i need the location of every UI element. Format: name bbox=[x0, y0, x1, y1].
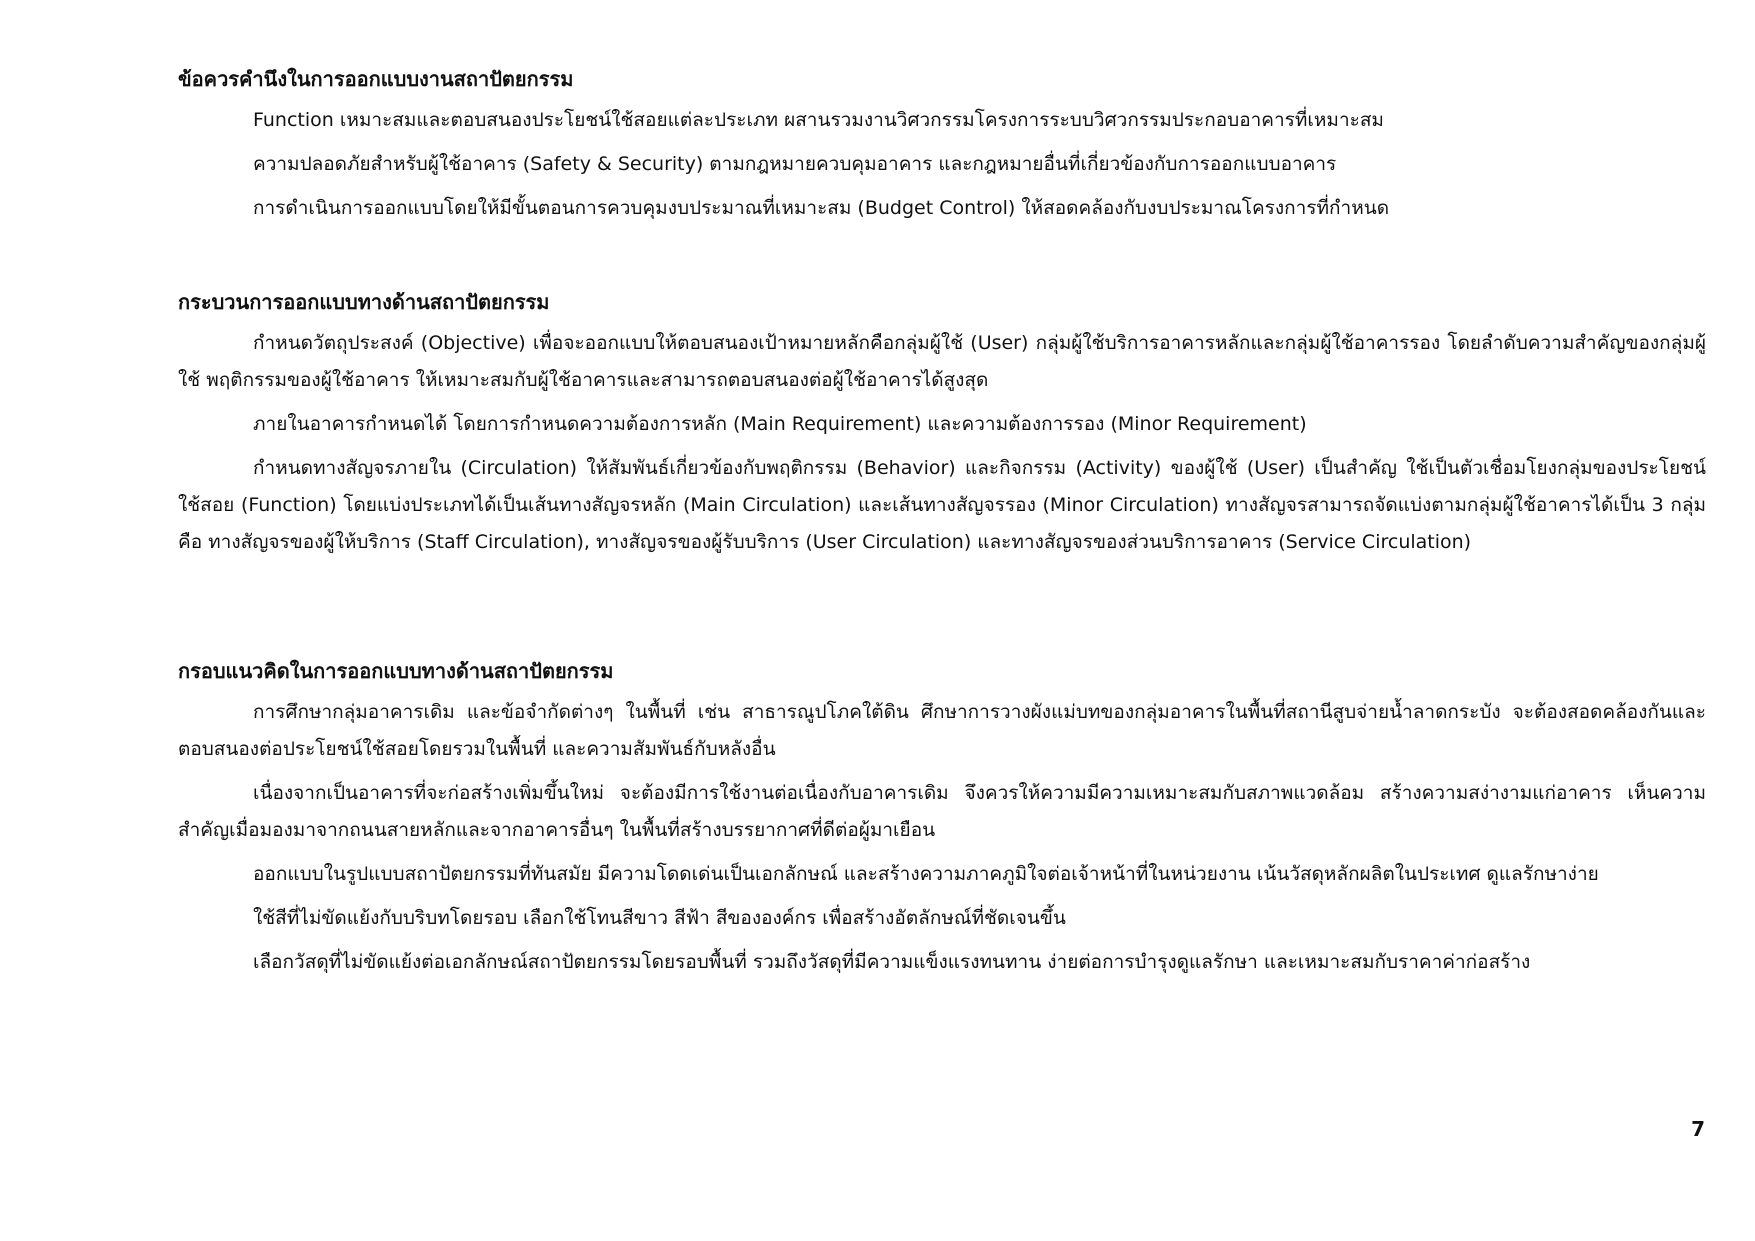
paragraph: เลือกวัสดุที่ไม่ขัดแย้งต่อเอกลักษณ์สถาปัตยกรรมโดยรอบพื้นที่ รวมถึงวัสดุที่มีความแข็งแรงทนทาน ง่ายต่อการบำรุงดูแลรักษา และเหมาะสมกับราคาค่าก่อสร้าง bbox=[253, 951, 1531, 973]
paragraph: ใช้สีที่ไม่ขัดแย้งกับบริบทโดยรอบ เลือกใช้โทนสีขาว สีฟ้า สีขององค์กร เพื่อสร้างอัตลักษณ์ที่ชัดเจนขึ้น bbox=[253, 907, 1066, 929]
section-heading: กรอบแนวคิดในการออกแบบทางด้านสถาปัตยกรรม bbox=[178, 659, 614, 683]
paragraph: เนื่องจากเป็นอาคารที่จะก่อสร้างเพิ่มขึ้นใหม่ จะต้องมีการใช้งานต่อเนื่องกับอาคารเดิม จึงควรให้ความมีความเหมาะสมกับสภาพแวดล้อม สร้างความสง่างามแก่อาคาร เห็นความสำคัญเมื่อมองมาจากถนนสายหลักและจากอาคารอื่นๆ ในพื้นที่สร้างบรรยากาศที่ดีต่อผู้มาเยือน bbox=[178, 782, 1706, 841]
section-design-concept bbox=[178, 656, 1706, 988]
paragraph: ความปลอดภัยสำหรับผู้ใช้อาคาร (Safety & Security) ตามกฎหมายควบคุมอาคาร และกฎหมายอื่นที่เกี่ยวข้องกับการออกแบบอาคาร bbox=[253, 153, 1337, 175]
paragraph: Function เหมาะสมและตอบสนองประโยชน์ใช้สอยแต่ละประเภท ผสานรวมงานวิศวกรรมโครงการระบบวิศวกรรมประกอบอาคารที่เหมาะสม bbox=[253, 109, 1384, 131]
page-number: 7 bbox=[1691, 1117, 1705, 1141]
paragraph: กำหนดทางสัญจรภายใน (Circulation) ให้สัมพันธ์เกี่ยวข้องกับพฤติกรรม (Behavior) และกิจกรรม (Activity) ของผู้ใช้ (User) เป็นสำคัญ ใช้เป็นตัวเชื่อมโยงกลุ่มของประโยชน์ใช้สอย (Function) โดยแบ่งประเภทได้เป็นเส้นทางสัญจรหลัก (Main Circulation) และเส้นทางสัญจรรอง (Minor Circulation) ทางสัญจรสามารถจัดแบ่งตามกลุ่มผู้ใช้อาคารได้เป็น 3 กลุ่ม คือ ทางสัญจรของผู้ให้บริการ (Staff Circulation), ทางสัญจรของผู้รับบริการ (User Circulation) และทางสัญจรของส่วนบริการอาคาร (Service Circulation) bbox=[178, 457, 1706, 553]
section-design-considerations bbox=[178, 64, 1706, 234]
paragraph: การดำเนินการออกแบบโดยให้มีขั้นตอนการควบคุมงบประมาณที่เหมาะสม (Budget Control) ให้สอดคล้องกับงบประมาณโครงการที่กำหนด bbox=[253, 197, 1390, 219]
section-design-process bbox=[178, 287, 1706, 568]
paragraph: ออกแบบในรูปแบบสถาปัตยกรรมที่ทันสมัย มีความโดดเด่นเป็นเอกลักษณ์ และสร้างความภาคภูมิใจต่อเจ้าหน้าที่ในหน่วยงาน เน้นวัสดุหลักผลิตในประเทศ ดูแลรักษาง่าย bbox=[253, 863, 1599, 885]
paragraph: กำหนดวัตถุประสงค์ (Objective) เพื่อจะออกแบบให้ตอบสนองเป้าหมายหลักคือกลุ่มผู้ใช้ (User) กลุ่มผู้ใช้บริการอาคารหลักและกลุ่มผู้ใช้อาคารรอง โดยลำดับความสำคัญของกลุ่มผู้ใช้ พฤติกรรมของผู้ใช้อาคาร ให้เหมาะสมกับผู้ใช้อาคารและสามารถตอบสนองต่อผู้ใช้อาคารได้สูงสุด bbox=[178, 332, 1706, 391]
paragraph: ภายในอาคารกำหนดได้ โดยการกำหนดความต้องการหลัก (Main Requirement) และความต้องการรอง (Minor Requirement) bbox=[253, 413, 1307, 435]
section-heading: ข้อควรคำนึงในการออกแบบงานสถาปัตยกรรม bbox=[178, 67, 574, 91]
paragraph: การศึกษากลุ่มอาคารเดิม และข้อจำกัดต่างๆ ในพื้นที่ เช่น สาธารณูปโภคใต้ดิน ศึกษาการวางผังแม่บทของกลุ่มอาคารในพื้นที่สถานีสูบจ่ายน้ำลาดกระบัง จะต้องสอดคล้องกันและตอบสนองต่อประโยชน์ใช้สอยโดยรวมในพื้นที่ และความสัมพันธ์กับหลังอื่น bbox=[178, 701, 1706, 760]
section-heading: กระบวนการออกแบบทางด้านสถาปัตยกรรม bbox=[178, 290, 550, 314]
